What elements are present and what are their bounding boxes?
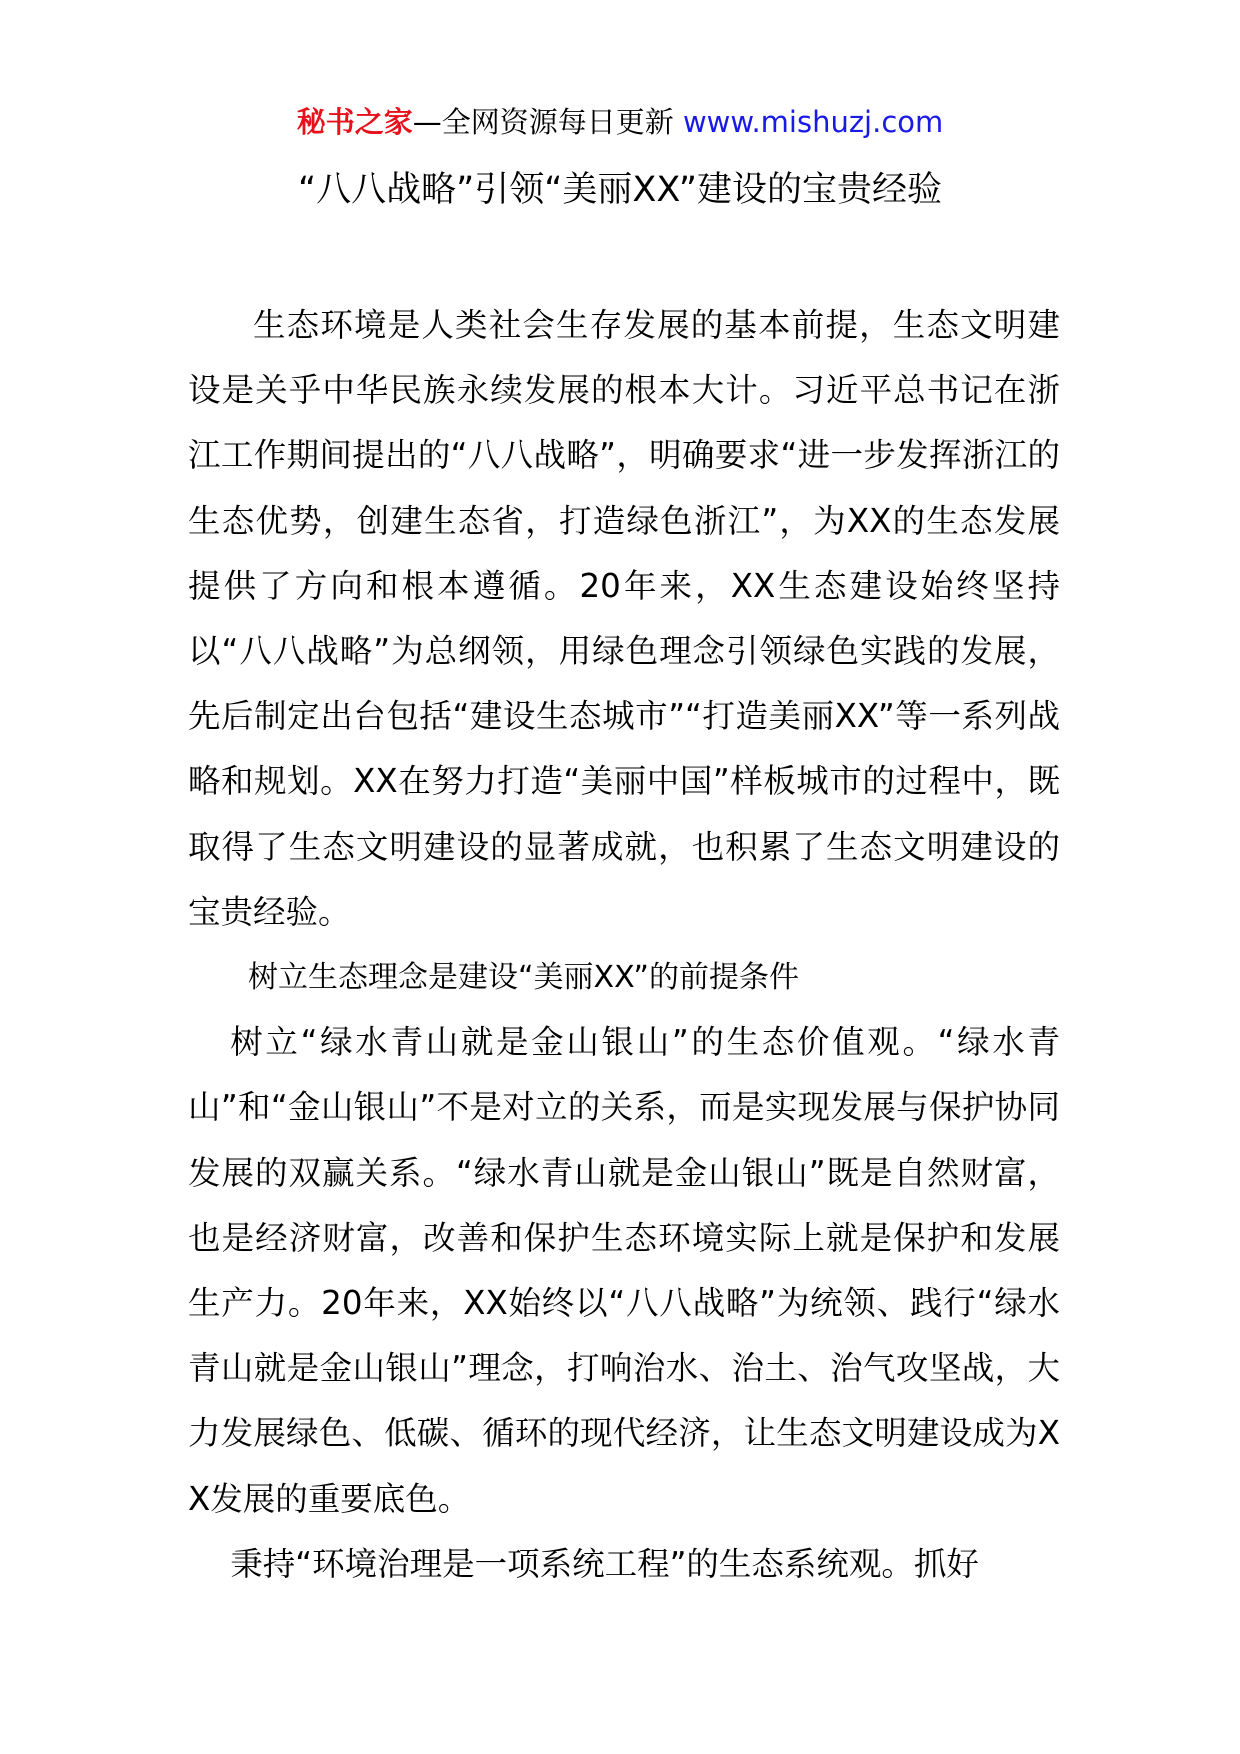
site-header xyxy=(0,102,1240,142)
document-body xyxy=(188,293,1060,1597)
intro-paragraph: 生态环境是人类社会生存发展的基本前提，生态文明建设是关乎中华民族永续发展的根本大计。习近平总书记在浙江工作期间提出的“八八战略”，明确要求“进一步发挥浙江的生态优势，创建生态省，打造绿色浙江”，为XX的生态发展提供了方向和根本遵循。20年来，XX生态建设始终坚持以“八八战略”为总纲领，用绿色理念引领绿色实践的发展，先后制定出台包括“建设生态城市”“打造美丽XX”等一系列战略和规划。XX在努力打造“美丽中国”样板城市的过程中，既取得了生态文明建设的显著成就，也积累了生态文明建设的宝贵经验。 xyxy=(188,306,1060,931)
document-title: “八八战略”引领“美丽XX”建设的宝贵经验 xyxy=(297,170,943,210)
brand-name: 秘书之家 xyxy=(296,105,413,139)
section-paragraph-partial: 秉持“环境治理是一项系统工程”的生态系统观。抓好 xyxy=(230,1544,979,1583)
section-paragraph: 树立“绿水青山就是金山银山”的生态价值观。“绿水青山”和“金山银山”不是对立的关系，而是实现发展与保护协同发展的双赢关系。“绿水青山就是金山银山”既是自然财富，也是经济财富，改善和保护生态环境实际上就是保护和发展生产力。20年来，XX始终以“八八战略”为统领、践行“绿水青山就是金山银山”理念，打响治水、治土、治气攻坚战，大力发展绿色、低碳、循环的现代经济，让生态文明建设成为XX发展的重要底色。 xyxy=(188,1023,1060,1518)
site-url-link[interactable]: www.mishuzj.com xyxy=(682,105,944,139)
section-heading: 树立生态理念是建设“美丽XX”的前提条件 xyxy=(248,960,799,996)
header-tagline: —全网资源每日更新 xyxy=(412,105,674,139)
